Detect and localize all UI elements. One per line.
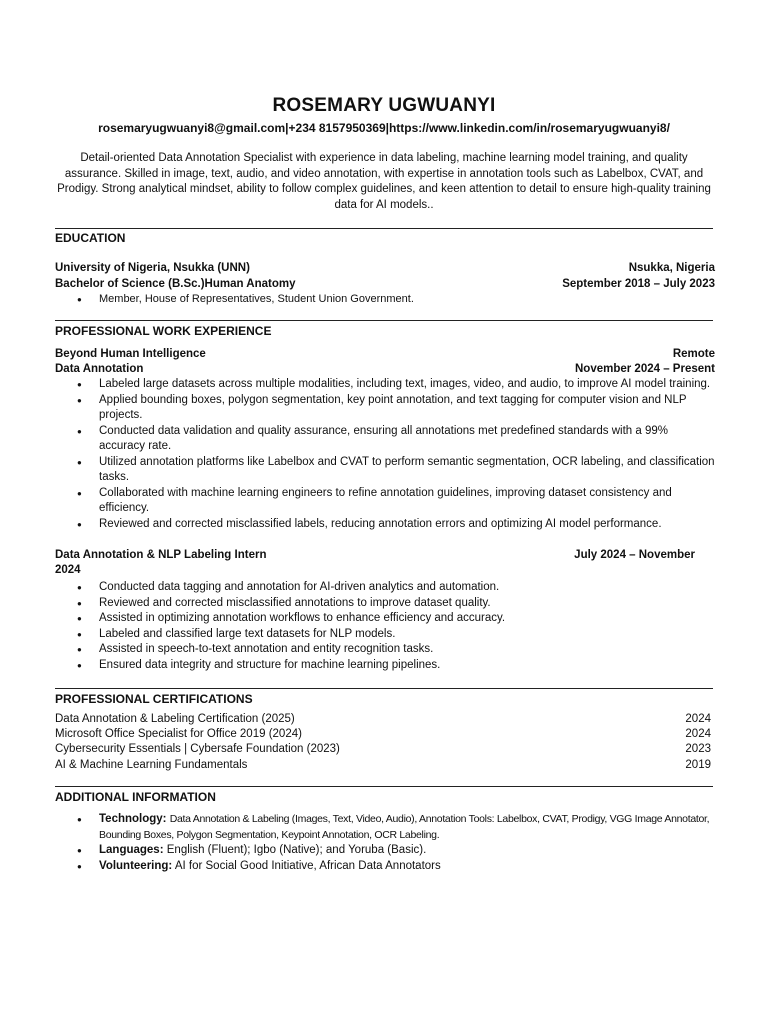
volunteering-text: AI for Social Good Initiative, African Data Annotators (174, 859, 441, 872)
education-bullets (55, 292, 715, 308)
list-item: ● Conducted data validation and quality assurance, ensuring all annotations met predefined standards with a 99% accuracy rate. (55, 424, 715, 455)
certifications-heading: PROFESSIONAL CERTIFICATIONS (55, 692, 253, 706)
list-item: ● Ensured data integrity and structure for machine learning pipelines. (55, 658, 715, 674)
experience-heading: PROFESSIONAL WORK EXPERIENCE (55, 324, 272, 338)
job2-bullets (55, 580, 715, 673)
list-item: ● Assisted in optimizing annotation workflows to enhance efficiency and accuracy. (55, 611, 715, 627)
list-item (55, 812, 715, 843)
candidate-name: ROSEMARY UGWUANYI (272, 95, 496, 116)
education-degree: Bachelor of Science (B.Sc.)Human Anatomy (55, 278, 296, 290)
list-item (55, 859, 715, 875)
list-item: ● Applied bounding boxes, polygon segmentation, key point annotation, and text tagging for computer vision and NLP projects. (55, 393, 715, 424)
additional-info-heading: ADDITIONAL INFORMATION (55, 790, 216, 804)
section-divider (55, 228, 713, 229)
education-degree-row (55, 277, 715, 293)
education-dates: September 2018 – July 2023 (562, 278, 715, 290)
additional-info-list (55, 812, 715, 874)
technology-label: Technology: (99, 813, 167, 825)
job1-role: Data Annotation (55, 363, 144, 375)
list-item: ● Reviewed and corrected misclassified labels, reducing annotation errors and optimizing AI model performance. (55, 517, 715, 533)
professional-summary: Detail-oriented Data Annotation Specialist with experience in data labeling, machine learning model training, and quality assurance. Skilled in image, text, audio, and video annotation, with expertise in annotation tools such as Labelbox, CVAT, and Prodigy. Strong analytical mindset, ability to follow complex guidelines, and keen attention to detail to ensure high-quality training data for AI models.. (57, 152, 711, 211)
certification-name: Data Annotation & Labeling Certification (2025) (55, 713, 295, 725)
job2-role: Data Annotation & NLP Labeling Intern (55, 549, 267, 561)
education-location: Nsukka, Nigeria (628, 262, 715, 274)
list-item: ● Member, House of Representatives, Student Union Government. (55, 292, 715, 308)
certification-row (55, 758, 711, 774)
certification-row (55, 742, 711, 758)
job1-location: Remote (672, 348, 715, 360)
languages-label: Languages: (99, 844, 164, 856)
list-item: ● Reviewed and corrected misclassified annotations to improve dataset quality. (55, 596, 715, 612)
certification-name: Microsoft Office Specialist for Office 2019 (2024) (55, 728, 302, 740)
list-item: ● Collaborated with machine learning engineers to refine annotation guidelines, improving dataset consistency and efficiency. (55, 486, 715, 517)
certification-row (55, 727, 711, 743)
section-divider (55, 688, 713, 689)
certification-year: 2019 (685, 759, 711, 771)
job1-dates: November 2024 – Present (575, 363, 715, 375)
certification-row (55, 712, 711, 728)
job2-role-row (55, 548, 695, 564)
technology-text: Data Annotation & Labeling (Images, Text, Video, Audio), Annotation Tools: Labelbox, CVAT, Prodigy, VGG Image Annotator, Bounding Boxes, Polygon Segmentation, Keypoint Annotation, OCR Labeling. (99, 813, 710, 841)
list-item: ● Utilized annotation platforms like Labelbox and CVAT to perform semantic segmentation, OCR labeling, and classification tasks. (55, 455, 715, 486)
job1-company-row (55, 347, 715, 363)
volunteering-label: Volunteering: (99, 859, 173, 872)
section-divider (55, 320, 713, 321)
list-item: ● Assisted in speech-to-text annotation and entity recognition tasks. (55, 642, 715, 658)
education-heading: EDUCATION (55, 231, 126, 245)
list-item: ● Conducted data tagging and annotation for AI-driven analytics and automation. (55, 580, 715, 596)
certification-year: 2024 (685, 728, 711, 740)
contact-line: rosemaryugwuanyi8@gmail.com|+234 8157950369|https://www.linkedin.com/in/rosemaryugwuanyi8/ (98, 121, 670, 135)
section-divider (55, 786, 713, 787)
certification-name: Cybersecurity Essentials | Cybersafe Foundation (2023) (55, 743, 340, 755)
education-school-row (55, 261, 715, 277)
job1-bullets (55, 377, 715, 532)
certification-year: 2023 (685, 743, 711, 755)
certification-year: 2024 (685, 713, 711, 725)
job1-role-row (55, 362, 715, 378)
job1-company: Beyond Human Intelligence (55, 348, 206, 360)
languages-text: English (Fluent); Igbo (Native); and Yoruba (Basic). (166, 844, 427, 856)
job2-dates-continued: 2024 (55, 564, 81, 576)
education-school: University of Nigeria, Nsukka (UNN) (55, 262, 250, 274)
job2-dates: July 2024 – November (574, 549, 695, 561)
certification-name: AI & Machine Learning Fundamentals (55, 759, 248, 771)
list-item (55, 843, 715, 859)
list-item: ● Labeled large datasets across multiple modalities, including text, images, video, and audio, to improve AI model training. (55, 377, 715, 393)
list-item: ● Labeled and classified large text datasets for NLP models. (55, 627, 715, 643)
